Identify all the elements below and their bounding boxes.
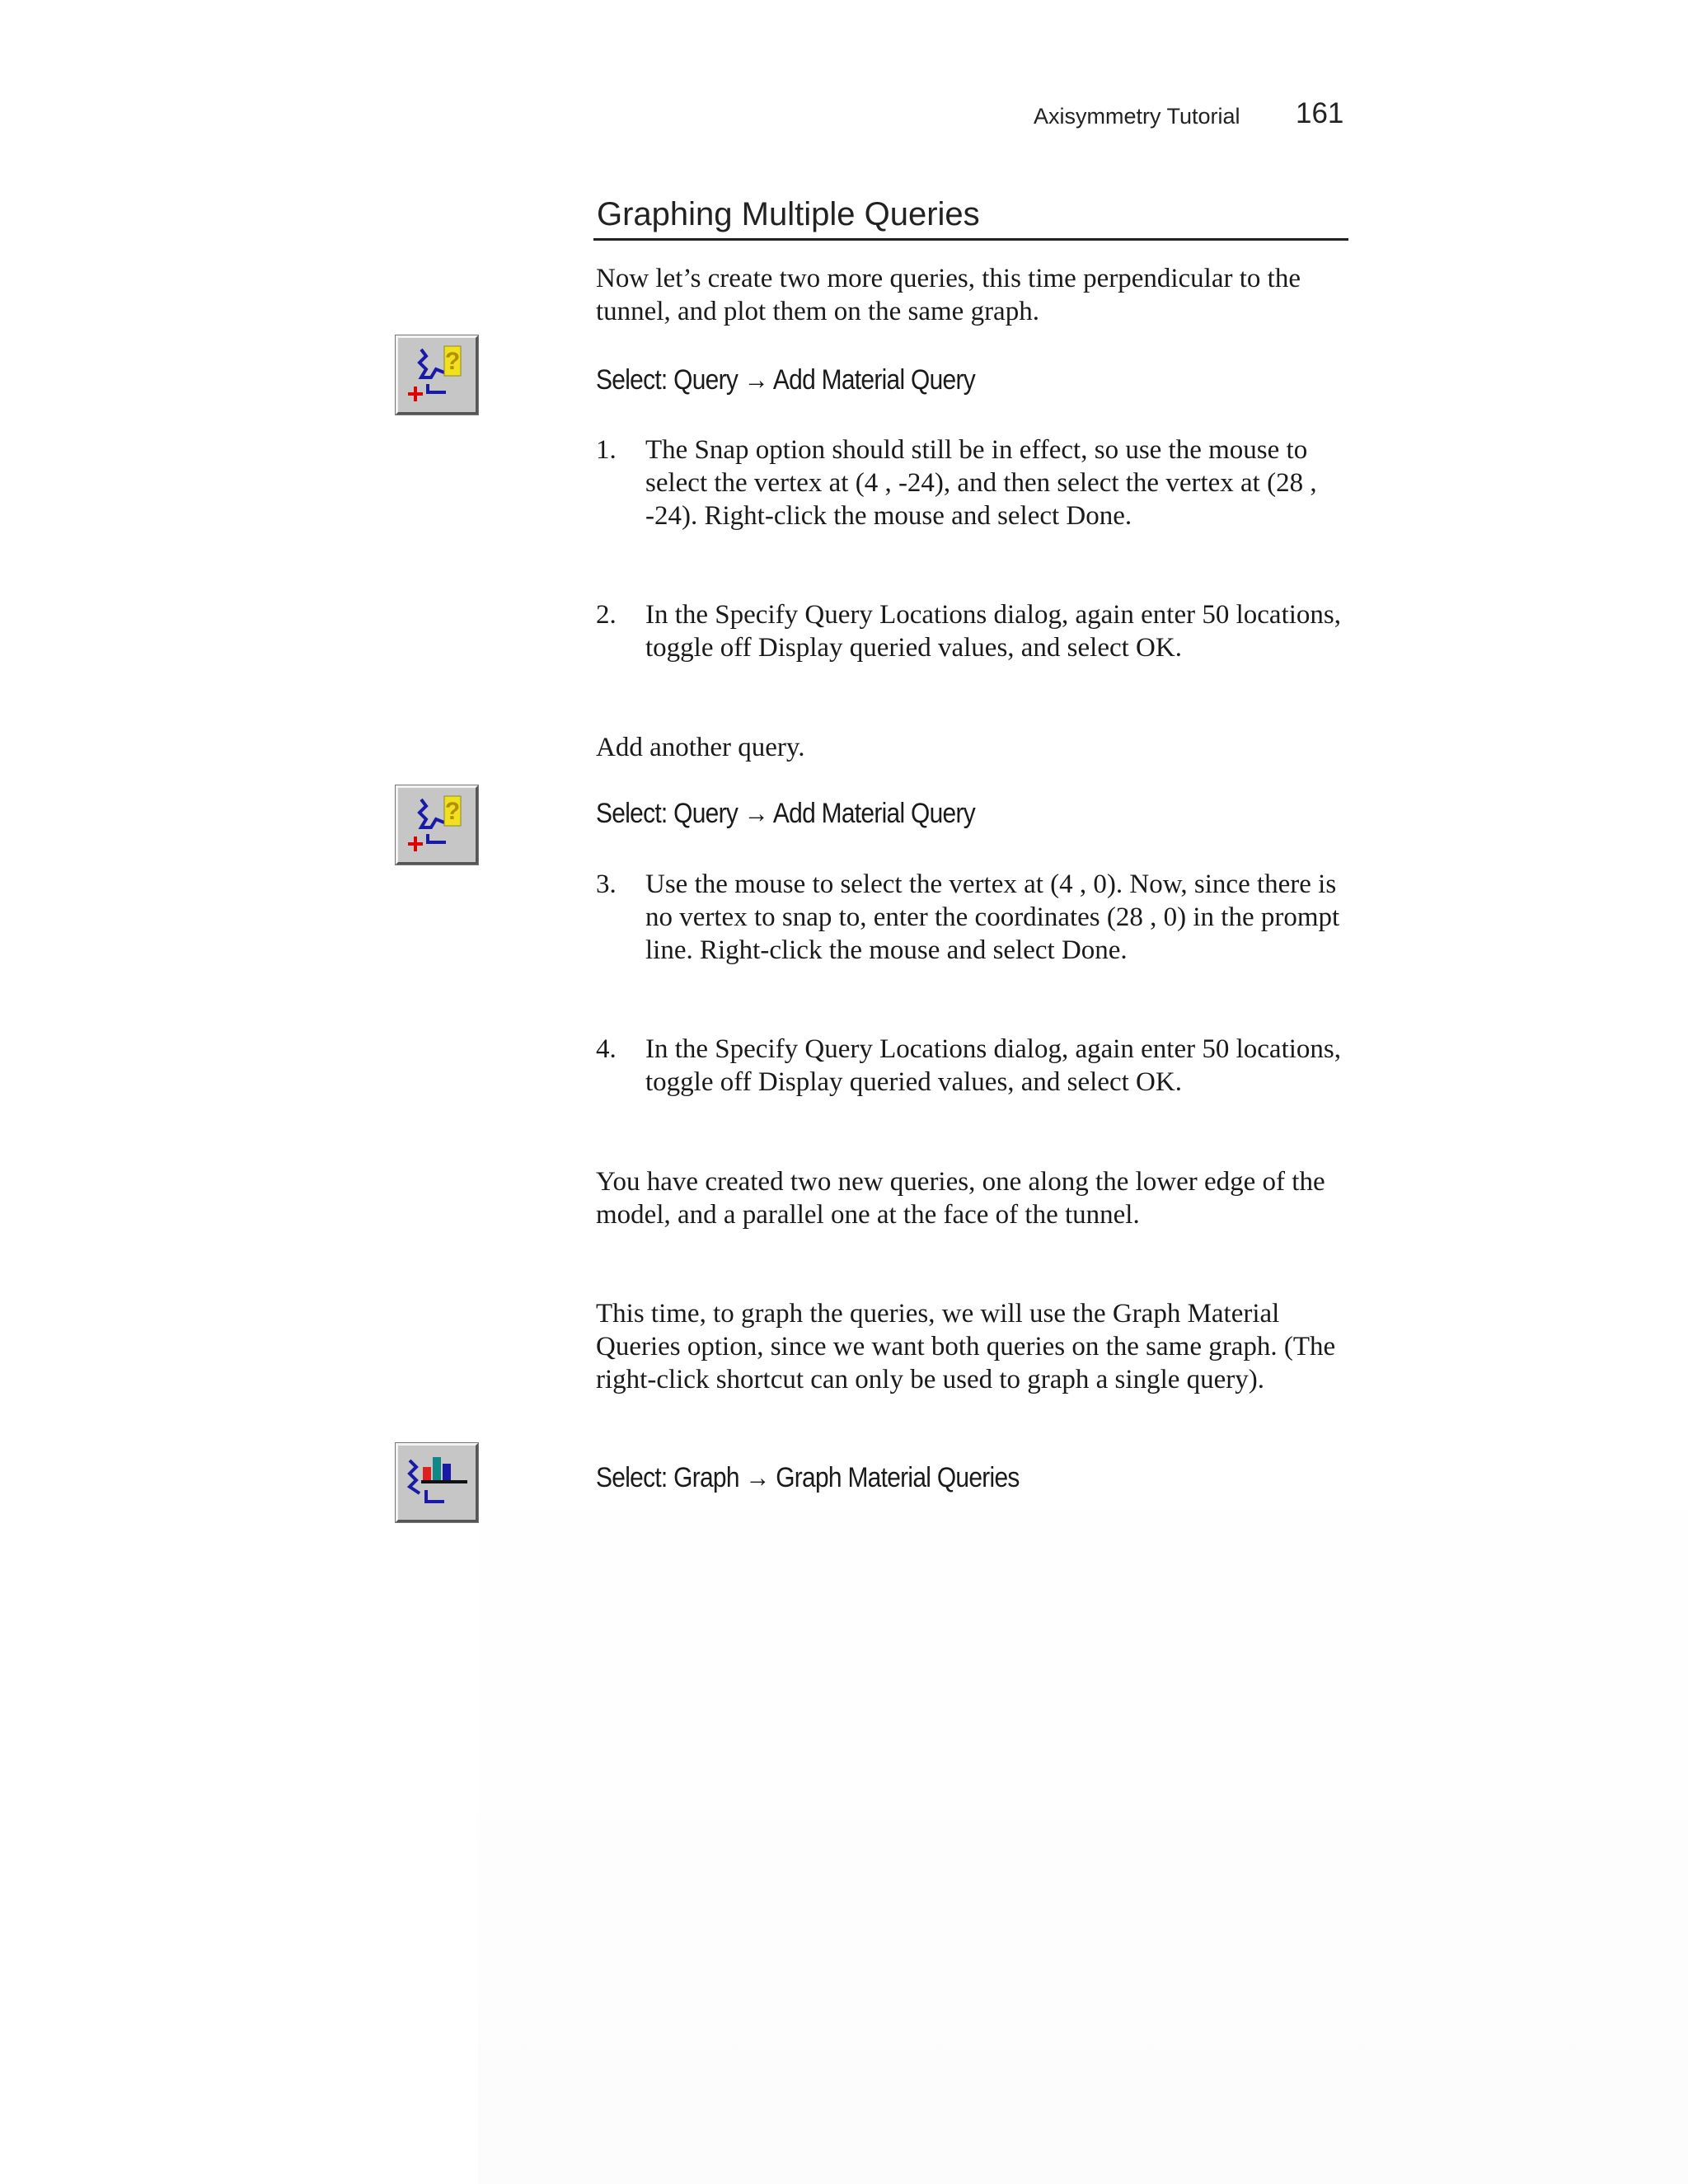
svg-text:?: ? <box>444 798 461 825</box>
add-material-query-glyph <box>398 788 476 862</box>
step-number: 2. <box>596 600 617 630</box>
step-text: In the Specify Query Locations dialog, again enter 50 locations, toggle off Display queried values, and select OK. <box>645 600 1341 663</box>
select-instruction-2: Select: Query → Add Material Query <box>596 798 975 829</box>
graph-note-paragraph: This time, to graph the queries, we will use the Graph Material Queries option, since we want both queries on the same graph. (The right-click shortcut can only be used to graph a single query). <box>596 1299 1336 1394</box>
add-material-query-glyph <box>398 338 476 412</box>
svg-text:?: ? <box>444 348 461 375</box>
section-title: Graphing Multiple Queries <box>593 196 1348 241</box>
step-text: Use the mouse to select the vertex at (4 , 0). Now, since there is no vertex to snap to, enter the coordinates (28 , 0) in the prompt line. Right-click the mouse and select Done. <box>645 869 1340 965</box>
graph-material-queries-glyph <box>398 1446 476 1520</box>
chapter-title: Axisymmetry Tutorial <box>1034 104 1240 129</box>
graph-material-queries-icon[interactable] <box>396 1443 478 1522</box>
select-instruction-1: Select: Query → Add Material Query <box>596 364 975 396</box>
step-text: In the Specify Query Locations dialog, again enter 50 locations, toggle off Display queried values, and select OK. <box>645 1034 1341 1097</box>
page-number: 161 <box>1296 97 1344 129</box>
running-header <box>1030 97 1343 135</box>
step-number: 4. <box>596 1034 617 1064</box>
select-instruction-3: Select: Graph → Graph Material Queries <box>596 1462 1020 1493</box>
intro-paragraph: Now let’s create two more queries, this time perpendicular to the tunnel, and plot them on the same graph. <box>596 264 1301 326</box>
step-number: 3. <box>596 869 617 899</box>
step-number: 1. <box>596 435 617 465</box>
add-material-query-icon[interactable] <box>396 335 478 415</box>
add-another-text: Add another query. <box>596 733 805 762</box>
step-text: The Snap option should still be in effect, so use the mouse to select the vertex at (4 , -24), and then select the vertex at (28 , -24). Right-click the mouse and select Done. <box>645 435 1317 531</box>
summary-paragraph: You have created two new queries, one along the lower edge of the model, and a parallel one at the face of the tunnel. <box>596 1167 1325 1230</box>
page-background <box>478 1401 1688 2184</box>
add-material-query-icon[interactable] <box>396 785 478 865</box>
